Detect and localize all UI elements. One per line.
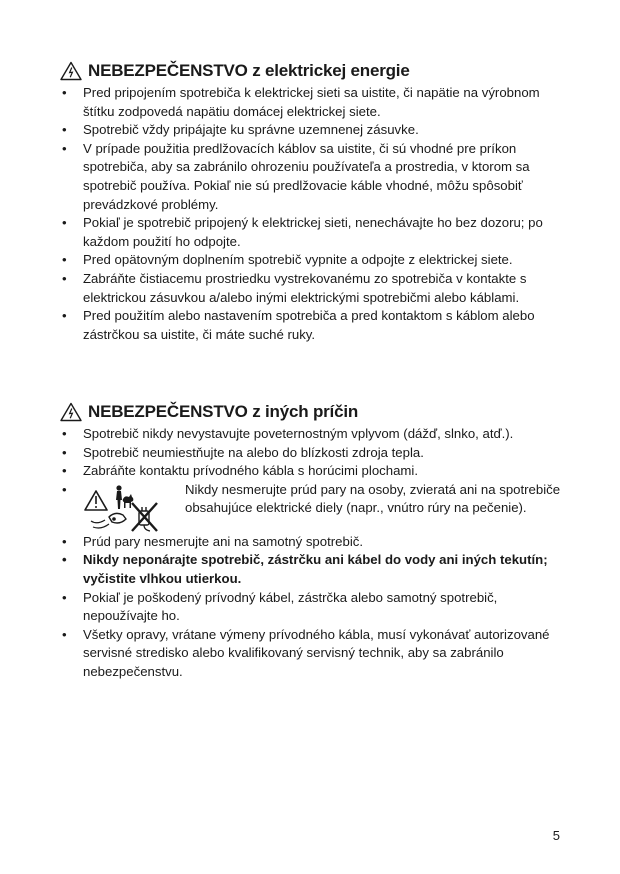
list-item: • Všetky opravy, vrátane výmeny prívodného kábla, musí vykonávať autorizované servisné stredisko alebo kvalifikovaný servisný technik, aby sa zabránilo nebezpečenstvu. [60,626,570,682]
list-item: • Spotrebič nikdy nevystavujte poveternostným vplyvom (dážď, slnko, atď.). [60,425,570,444]
list-item: • Prúd pary nesmerujte ani na samotný spotrebič. [60,533,570,552]
list-item: • Zabráňte čistiacemu prostriedku vystrekovanému zo spotrebiča v kontakte s elektrickou zásuvkou a/alebo inými elektrickými spotrebičmi alebo káblami. [60,270,570,307]
list-item: • Pred použitím alebo nastavením spotrebiča a pred kontaktom s káblom alebo zástrčkou sa uistite, či máte suché ruky. [60,307,570,344]
bullet-list [60,425,570,682]
page-number: 5 [552,828,560,843]
warning-triangle-lightning-icon [60,402,82,422]
list-item: • Pokiaľ je spotrebič pripojený k elektrickej sieti, nenechávajte ho bez dozoru; po každom použití ho odpojte. [60,214,570,251]
list-item: • Spotrebič neumiestňujte na alebo do blízkosti zdroja tepla. [60,444,570,463]
section-heading [60,400,570,424]
list-item: • Pred opätovným doplnením spotrebič vypnite a odpojte z elektrickej siete. [60,251,570,270]
list-item: • Spotrebič vždy pripájajte ku správne uzemnenej zásuvke. [60,121,570,140]
bullet-list [60,84,570,344]
list-item: • Pokiaľ je poškodený prívodný kábel, zástrčka alebo samotný spotrebič, nepoužívajte ho. [60,589,570,626]
list-item-with-pictogram [60,481,570,533]
warning-triangle-lightning-icon [60,61,82,81]
section-electric-danger [60,59,570,344]
list-item: • Pred pripojením spotrebiča k elektrickej sieti sa uistite, či napätie na výrobnom štítku zodpovedá napätiu domácej elektrickej siete. [60,84,570,121]
list-item: • Zabráňte kontaktu prívodného kábla s horúcimi plochami. [60,462,570,481]
section-title: NEBEZPEČENSTVO z elektrickej energie [88,61,410,80]
section-title: NEBEZPEČENSTVO z iných príčin [88,402,359,421]
list-item: • V prípade použitia predlžovacích káblov sa uistite, či sú vhodné pre príkon spotrebiča, aby sa zabránilo ohrozeniu používateľa a prostredia, v ktorom sa spotrebič používa. Pokiaľ nie sú predlžovacie káble vhodné, môžu spôsobiť prevádzkové problémy. [60,140,570,214]
list-item-text: • Nikdy nesmerujte prúd pary na osoby, zvieratá ani na spotrebiče obsahujúce elektrické diely (napr., vnútro rúry na pečenie). [185,481,561,516]
section-other-danger [60,400,570,682]
section-heading [60,59,570,83]
list-item-bold: • Nikdy neponárajte spotrebič, zástrčku ani kábel do vody ani iných tekutín; vyčistite vlhkou utierkou. [60,551,570,588]
no-steam-at-people-animals-electrical-pictogram [83,483,161,533]
